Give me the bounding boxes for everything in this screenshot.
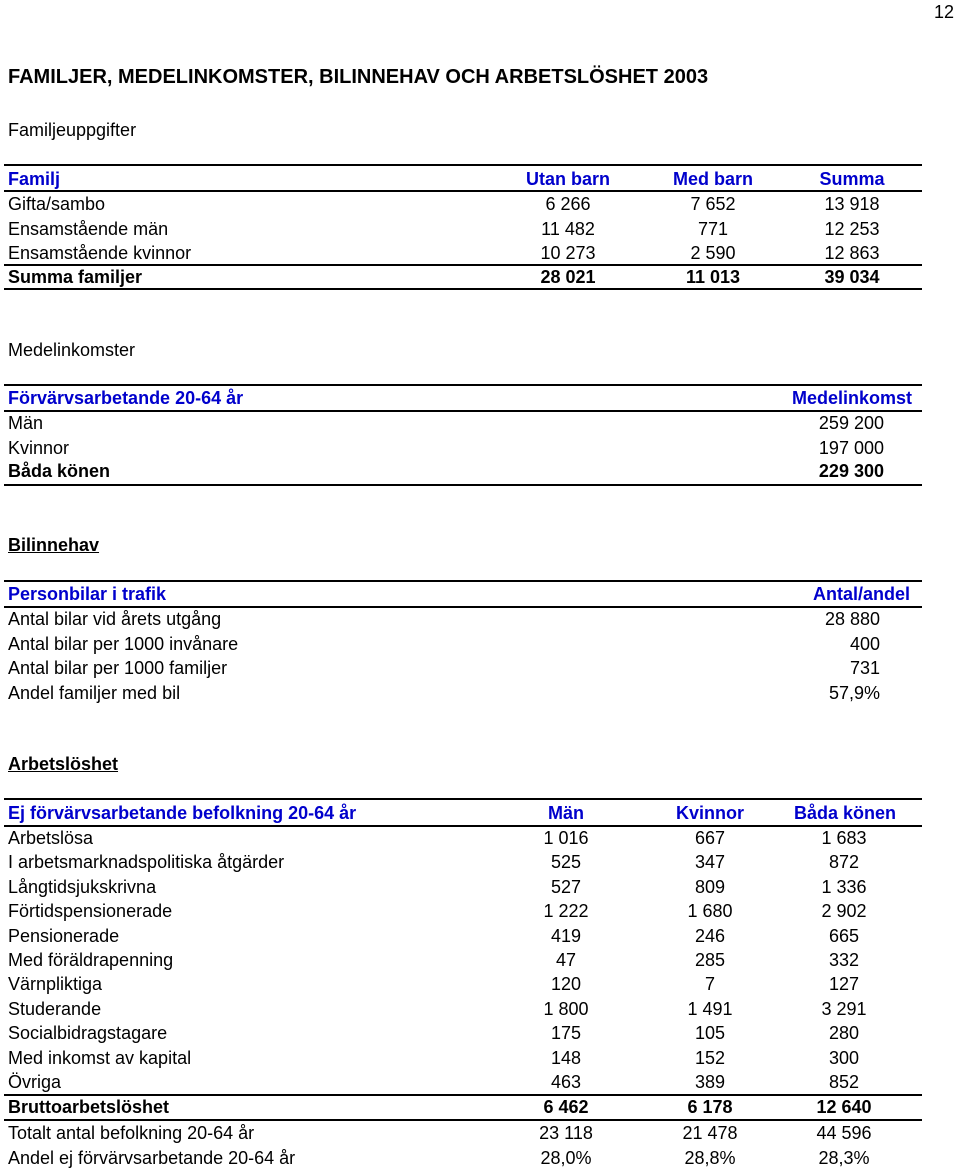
table-row (8, 656, 918, 680)
cell: 7 652 (690, 194, 736, 214)
table-header (8, 582, 918, 606)
row-label: Med inkomst av kapital (8, 1047, 192, 1068)
cell: 12 253 (824, 218, 880, 239)
section-heading-familj: Familjeuppgifter (8, 120, 137, 140)
cell: 105 (694, 1023, 726, 1044)
table-row (8, 924, 918, 948)
table-row (8, 241, 908, 265)
cell: 6 178 (687, 1097, 733, 1117)
row-label: Socialbidragstagare (8, 1023, 168, 1044)
col-header-personbilar: Personbilar i trafik (8, 584, 167, 604)
row-label: Med föräldrapenning (8, 950, 174, 970)
table-header (8, 167, 908, 191)
row-label: Summa familjer (8, 267, 143, 287)
row-label: Studerande (8, 998, 102, 1019)
row-label: I arbetsmarknadspolitiska åtgärder (8, 852, 285, 873)
row-label: Kvinnor (8, 437, 70, 458)
table-row-total (8, 1095, 918, 1119)
table-row (8, 972, 918, 996)
row-label: Båda könen (8, 461, 111, 481)
section-heading-arbete: Arbetslöshet (8, 754, 119, 774)
cell: 2 590 (690, 243, 736, 263)
table-row (8, 1046, 918, 1070)
cell: 259 200 (818, 413, 884, 433)
col-header-med-barn: Med barn (672, 169, 753, 189)
row-label: Andel familjer med bil (8, 682, 181, 703)
cell: 419 (550, 925, 582, 946)
cell: 197 000 (818, 437, 884, 458)
cell: 7 (704, 974, 715, 995)
table-row (8, 607, 918, 631)
col-header-bada-konen: Båda könen (793, 803, 897, 823)
row-label: Ensamstående män (8, 218, 169, 239)
cell: 127 (828, 974, 860, 995)
cell: 12 863 (824, 243, 880, 263)
page-number: 12 (933, 2, 954, 22)
cell: 1 336 (821, 876, 867, 897)
cell: 11 482 (541, 218, 595, 239)
cell: 280 (828, 1023, 860, 1044)
cell: 148 (550, 1047, 582, 1068)
cell: 285 (694, 950, 726, 970)
row-label: Andel ej förvärvsarbetande 20-64 år (8, 1147, 296, 1168)
cell: 23 118 (539, 1123, 593, 1143)
cell: 12 640 (816, 1097, 872, 1117)
cell: 525 (550, 852, 582, 873)
cell: 21 478 (682, 1123, 738, 1143)
cell: 332 (828, 950, 860, 970)
cell: 28,0% (540, 1147, 592, 1168)
table-row (8, 436, 918, 460)
col-header-kvinnor: Kvinnor (675, 803, 744, 823)
cell: 1 491 (687, 998, 733, 1019)
cell: 28 021 (540, 267, 596, 287)
cell: 6 266 (545, 194, 591, 214)
cell: 13 918 (824, 194, 880, 214)
table-row (8, 1146, 918, 1170)
row-label: Bruttoarbetslöshet (8, 1097, 170, 1117)
table-row (8, 192, 908, 216)
row-label: Värnpliktiga (8, 974, 103, 995)
cell: 1 800 (543, 998, 589, 1019)
cell: 28,3% (818, 1147, 870, 1168)
cell: 1 683 (821, 828, 867, 848)
row-label: Pensionerade (8, 925, 120, 946)
cell: 175 (550, 1023, 582, 1044)
section-heading-inkomst: Medelinkomster (8, 340, 136, 360)
table-row-total (8, 459, 918, 483)
table-row (8, 997, 918, 1021)
row-label: Totalt antal befolkning 20-64 år (8, 1123, 255, 1143)
table-header (8, 386, 918, 410)
col-header-man: Män (548, 803, 584, 823)
cell: 229 300 (818, 461, 884, 481)
row-label: Gifta/sambo (8, 194, 106, 214)
rule (4, 288, 922, 290)
cell: 47 (555, 950, 577, 970)
row-label: Antal bilar per 1000 familjer (8, 658, 228, 678)
cell: 667 (694, 828, 726, 848)
cell: 731 (849, 658, 880, 678)
col-header-utan-barn: Utan barn (525, 169, 610, 189)
cell: 665 (828, 925, 860, 946)
cell: 771 (697, 218, 729, 239)
cell: 6 462 (543, 1097, 589, 1117)
cell: 3 291 (821, 998, 867, 1019)
table-row (8, 948, 918, 972)
cell: 347 (694, 852, 726, 873)
cell: 463 (550, 1072, 582, 1092)
page-title: FAMILJER, MEDELINKOMSTER, BILINNEHAV OCH ARBETSLÖSHET 2003 (8, 66, 709, 88)
cell: 527 (550, 876, 582, 897)
cell: 852 (828, 1072, 860, 1092)
cell: 1 680 (687, 901, 733, 922)
col-header-antal-andel: Antal/andel (812, 584, 910, 604)
cell: 1 016 (543, 828, 589, 848)
table-row (8, 411, 918, 435)
row-label: Förtidspensionerade (8, 901, 173, 922)
table-row-total (8, 265, 908, 289)
table-row (8, 217, 908, 241)
cell: 152 (694, 1047, 726, 1068)
cell: 246 (694, 925, 726, 946)
cell: 389 (694, 1072, 726, 1092)
cell: 57,9% (828, 682, 880, 703)
cell: 300 (828, 1047, 860, 1068)
cell: 120 (550, 974, 582, 995)
cell: 44 596 (816, 1123, 872, 1143)
col-header-summa: Summa (819, 169, 885, 189)
cell: 2 902 (821, 901, 867, 922)
row-label: Ensamstående kvinnor (8, 243, 192, 263)
col-header-familj: Familj (8, 169, 61, 189)
rule (4, 164, 922, 166)
table-row (8, 681, 918, 705)
table-row (8, 826, 918, 850)
table-row (8, 875, 918, 899)
col-header-medelinkomst: Medelinkomst (791, 388, 912, 408)
table-header (8, 801, 918, 825)
cell: 28 880 (824, 609, 880, 629)
row-label: Övriga (8, 1072, 62, 1092)
table-row (8, 1121, 918, 1145)
table-row (8, 850, 918, 874)
rule (4, 798, 922, 800)
cell: 872 (828, 852, 860, 873)
table-row (8, 899, 918, 923)
row-label: Långtidsjukskrivna (8, 876, 157, 897)
row-label: Antal bilar per 1000 invånare (8, 633, 239, 654)
col-header-forvarvsarbetande: Förvärvsarbetande 20-64 år (8, 388, 244, 408)
section-heading-bil: Bilinnehav (8, 535, 100, 555)
table-row (8, 632, 918, 656)
cell: 28,8% (684, 1147, 736, 1168)
cell: 809 (694, 876, 726, 897)
table-row (8, 1021, 918, 1045)
col-header-ej-forvarvsarbetande: Ej förvärvsarbetande befolkning 20-64 år (8, 803, 357, 823)
cell: 10 273 (540, 243, 596, 263)
row-label: Män (8, 413, 44, 433)
cell: 11 013 (685, 267, 741, 287)
row-label: Arbetslösa (8, 828, 94, 848)
cell: 1 222 (543, 901, 589, 922)
table-row (8, 1070, 918, 1094)
cell: 39 034 (824, 267, 880, 287)
cell: 400 (849, 633, 880, 654)
row-label: Antal bilar vid årets utgång (8, 609, 222, 629)
rule (4, 484, 922, 486)
